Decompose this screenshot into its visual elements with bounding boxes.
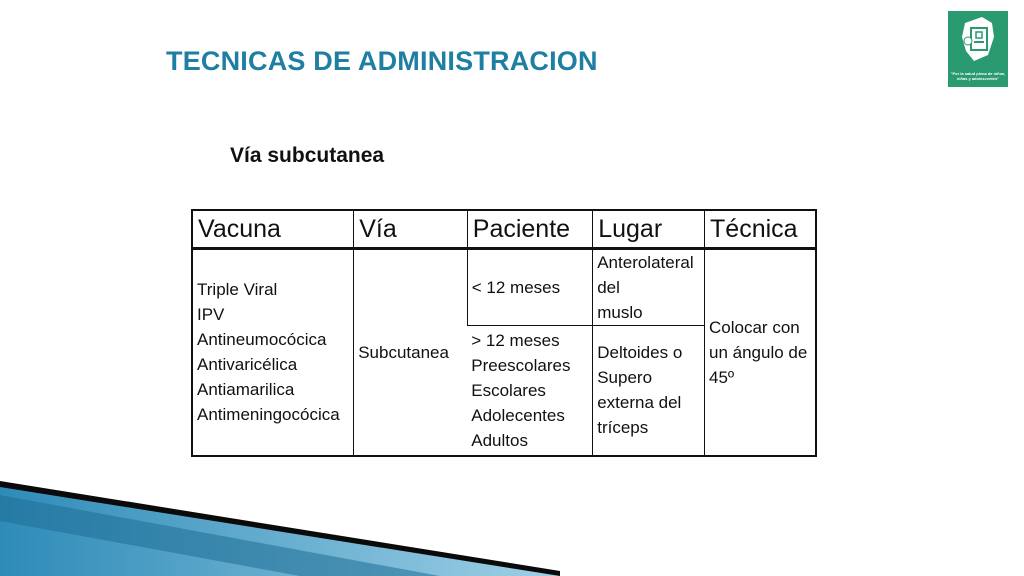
tecnica-line: Colocar con — [709, 317, 800, 337]
cell-paciente-1: < 12 meses — [467, 249, 592, 326]
vaccine-table — [191, 209, 817, 457]
lugar-line: muslo — [597, 303, 643, 322]
ministry-logo — [948, 11, 1008, 87]
logo-slogan — [950, 71, 1006, 81]
cell-vacunas — [192, 249, 354, 456]
header-vacuna: Vacuna — [192, 210, 354, 249]
cell-lugar-1 — [593, 249, 705, 326]
lugar-line: del — [597, 278, 620, 297]
header-lugar: Lugar — [593, 210, 705, 249]
header-via: Vía — [354, 210, 468, 249]
vaccine-item: Antivaricélica — [197, 355, 298, 375]
lugar-line: Supero — [597, 368, 653, 388]
paciente-line: Adolecentes — [471, 405, 565, 425]
header-paciente: Paciente — [467, 210, 592, 249]
vaccine-item: Triple Viral — [197, 280, 278, 300]
table-row — [192, 249, 816, 326]
logo-slogan-line-1: "Por la salud plena de niños, — [950, 71, 1006, 76]
cell-lugar-2 — [593, 326, 705, 456]
lugar-line: tríceps — [597, 418, 649, 438]
logo-slogan-line-2: niñas y adolescentes" — [956, 76, 1000, 81]
vaccine-item: Antimeningocócica — [197, 405, 340, 425]
section-subtitle: Vía subcutanea — [230, 144, 385, 167]
tecnica-line: un ángulo de — [709, 342, 808, 362]
page-title: TECNICAS DE ADMINISTRACION — [166, 46, 598, 76]
header-tecnica: Técnica — [705, 210, 816, 249]
decorative-stripe — [0, 481, 560, 576]
table-header-row — [192, 210, 816, 249]
vaccine-item: Antiamarilica — [197, 380, 295, 400]
vaccine-item: Antineumocócica — [197, 330, 327, 350]
paciente-line: Adultos — [471, 430, 528, 450]
cell-tecnica — [705, 249, 816, 456]
lugar-line: externa del — [597, 393, 682, 413]
paciente-line: > 12 meses — [471, 330, 560, 350]
lugar-line: Anterolateral — [597, 253, 694, 272]
cell-via: Subcutanea — [354, 249, 468, 456]
tecnica-line: 45º — [709, 367, 735, 387]
lugar-line: Deltoides o — [597, 343, 683, 363]
paciente-line: Escolares — [471, 380, 546, 400]
vaccine-item: IPV — [197, 305, 225, 325]
paciente-line: Preescolares — [471, 355, 571, 375]
cell-paciente-2 — [467, 326, 592, 456]
